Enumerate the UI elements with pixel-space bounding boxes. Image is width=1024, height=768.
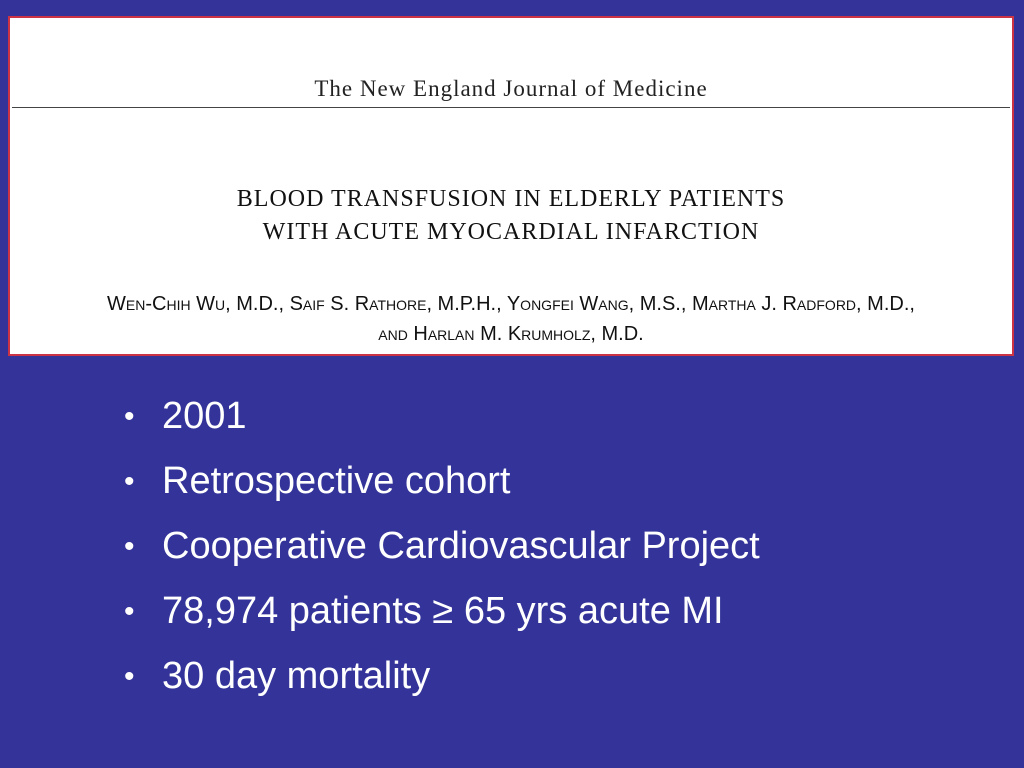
bullet-list <box>122 384 760 709</box>
article-clipping <box>8 16 1014 356</box>
article-authors <box>10 289 1012 349</box>
bullet-dot-icon: • <box>124 400 135 433</box>
article-title-line: WITH ACUTE MYOCARDIAL INFARCTION <box>262 219 760 245</box>
bullet-item <box>122 579 760 644</box>
authors-line: Wen-Chih Wu, M.D., Saif S. Rathore, M.P.H., Yongfei Wang, M.S., Martha J. Radford, M.D., <box>107 293 915 315</box>
bullet-text: 2001 <box>162 395 247 437</box>
authors-line: and Harlan M. Krumholz, M.D. <box>378 323 644 345</box>
article-title <box>10 183 1012 249</box>
bullet-dot-icon: • <box>124 660 135 693</box>
article-title-line: BLOOD TRANSFUSION IN ELDERLY PATIENTS <box>236 186 786 212</box>
bullet-item <box>122 449 760 514</box>
bullet-text: 30 day mortality <box>162 655 431 697</box>
journal-name: The New England Journal of Medicine <box>314 76 708 101</box>
bullet-item <box>122 384 760 449</box>
bullet-text: 78,974 patients ≥ 65 yrs acute MI <box>162 590 724 632</box>
bullet-dot-icon: • <box>124 595 135 628</box>
bullet-dot-icon: • <box>124 465 135 498</box>
header-rule <box>12 107 1010 108</box>
bullet-text: Cooperative Cardiovascular Project <box>162 525 760 567</box>
bullet-item <box>122 514 760 579</box>
bullet-item <box>122 644 760 709</box>
bullet-text: Retrospective cohort <box>162 460 511 502</box>
bullet-dot-icon: • <box>124 530 135 563</box>
